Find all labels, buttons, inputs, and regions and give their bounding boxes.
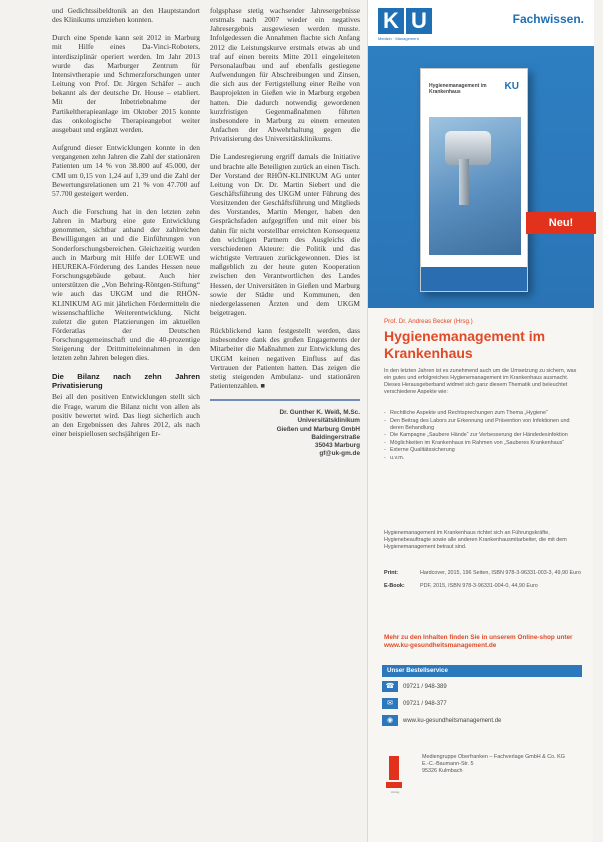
author-signature bbox=[210, 399, 360, 458]
article-column-1 bbox=[52, 6, 200, 447]
phone-number: 09721 / 948-389 bbox=[403, 683, 447, 690]
article-paragraph: Die Landesregierung ergriff damals die Initiative und brachte alle Beteiligten zurück an einen Tisch. Der Vorstand der RHÖN-KLINIKUM AG unter Leitung von Dr. Dr. Martin Siebert und die Geschäftsführung des UKGM unter Führung des Vorsitzenden der Geschäftsführung und Mitglieds des Vorstandes, Martin Menger, haben den Gesprächsfaden aufgegriffen und mit einer bis dahin für nicht vorstellbar erreichten Konsequenz den wichtigen Partnern des Ausgleichs die verschiedenen Akteure: die Politik und das wichtigste Vertrauen zurückgewonnen. Dies ist maßgeblich zu der heute guten Kooperation zwischen den Verantwortlichen des Landes Hessen, der Universitäten in Gießen und Marburg sowie der Städte und Kommunen, den niedergelassenen Ärzten und dem UKGM beigetragen. bbox=[210, 152, 360, 317]
book-editor: Prof. Dr. Andreas Becker (Hrsg.) bbox=[384, 318, 473, 325]
book-advertisement bbox=[367, 0, 593, 842]
phone-icon: ☎ bbox=[382, 681, 398, 692]
article-paragraph: und Gedichtssibeldtonik an den Hauptstandort des Klinikums umziehen konnten. bbox=[52, 6, 200, 25]
author-city: 35043 Marburg bbox=[314, 442, 360, 450]
article-paragraph: Durch eine Spende kann seit 2012 in Marburg mit Hilfe eines Da-Vinci-Roboters, interdisziplinär operiert werden. Im Jahr 2013 wurde das Marburger Zentrum für Intensivtherapie und Schmerzforschungen unter Leitung von Prof. Dr. Jürgen Schäfer – auch bekannt als der deutsche Dr. House – etabliert. Mit der Inbetriebnahme der Partikeltherapieanlage im Oktober 2015 konnte das onkologische Therapieangebot weiter ausgebaut und ergänzt werden. bbox=[52, 33, 200, 134]
order-web[interactable] bbox=[382, 714, 582, 727]
list-item: - Den Beitrag des Labors zur Erkennung und Prävention von Infektionen und deren Behandlung bbox=[384, 418, 584, 432]
spec-label: E-Book: bbox=[384, 583, 405, 589]
list-item: - Externe Qualitätssicherung bbox=[384, 447, 584, 454]
book-title: Hygienemanagement im Krankenhaus bbox=[384, 328, 546, 361]
ku-logo-u: U bbox=[406, 8, 432, 34]
order-phone[interactable] bbox=[382, 680, 582, 693]
spec-print bbox=[384, 570, 584, 577]
book-specs bbox=[384, 570, 584, 596]
article-paragraph: Auch die Forschung hat in den letzten zehn Jahren in Marburg eine gute Entwicklung genommen, sichtbar anhand der zahlreichen Bewilligungen an und die Einführungen von Sonderforschungsbereichen. Gleichzeitig wurden auch in Marburg mit Hilfe der LOEWE und HEUREKA-Förderung des Landes Hessen neue Forschungsgebäude gebaut. Auch hier unterstützen die „Von Behring-Röntgen-Stiftung“ wie auch das UKGM und die RHÖN-KLINIKUM AG mit jährlichen Fördermitteln die wissenschaftliche Weiterentwicklung. Nicht zuletzt die guten Platzierungen im aktuellen Förderatlas der Deutschen Forschungsgemeinschaft und die 40-prozentige Steigerung der Drittmitteleinnahmen in den letzten zehn Jahren belegen dies. bbox=[52, 206, 200, 363]
publisher-block bbox=[382, 752, 582, 812]
article-paragraph: Aufgrund dieser Entwicklungen konnte in den vergangenen zehn Jahren die Zahl der stationären Patienten um 14 % von 38.800 auf 45.000, der CMI um 0,15 von 1,24 auf 1,39 und die Zahl der Bewertungsrelationen um 21 % von 47.700 auf 57.700 gesteigert werden. bbox=[52, 143, 200, 198]
list-item: - Möglichkeiten im Krankenhaus im Rahmen von „Sauberes Krankenhaus“ bbox=[384, 440, 584, 447]
online-shop-link[interactable]: Mehr zu den Inhalten finden Sie in unserem Online-shop unter www.ku-gesundheitsmanagement.de bbox=[384, 634, 573, 649]
order-fax[interactable] bbox=[382, 697, 582, 710]
website-url: www.ku-gesundheitsmanagement.de bbox=[403, 717, 502, 724]
order-service-heading: Unser Bestellservice bbox=[382, 665, 582, 677]
book-topics-list bbox=[384, 410, 584, 462]
ku-logo-k: K bbox=[378, 8, 404, 34]
list-item: - Rechtliche Aspekte und Rechtsprechungen zum Thema „Hygiene“ bbox=[384, 410, 584, 417]
publisher-logo-base bbox=[386, 782, 402, 788]
fax-icon: ✉ bbox=[382, 698, 398, 709]
author-affiliation: Gießen und Marburg GmbH bbox=[276, 425, 360, 433]
book-cover-bar bbox=[421, 267, 527, 291]
publisher-address: Mediengruppe Oberfranken – Fachverlage GmbH & Co. KG E.-C.-Baumann-Str. 5 95326 Kulmbach bbox=[422, 754, 565, 774]
list-item: - Die Kampagne „Saubere Hände“ zur Verbesserung der Händedesinfektion bbox=[384, 432, 584, 439]
publisher-logo-mark bbox=[389, 756, 399, 780]
article-paragraph: folgsphase stetig wachsender Jahresergebnisse erstmals nach 2007 wieder ein negatives Jahresergebnis ausgewiesen werden musste. Infolgedessen die Annahmen flachte sich Anfang 2012 die Leistungskurve erstmals etwas ab und traf auf einen bereits Mitte 2011 eingeleiteten Personalaufbau und auf ebenfalls gestiegene Aufwendungen für Abschreibungen und Zinsen, die sich aus der Fertigstellung einer Reihe von Bauprojekten in Gießen wie in Marburg ergeben hatten. Die dadurch notwendig gewordenen kurzfristigen Gegenmaßnahmen führten insbesondere in Marburg zu einem erneuten Anfachen der Abwehrhaltung gegen die Privatisierung des Universitätsklinikums. bbox=[210, 6, 360, 144]
book-audience: Hygienemanagement im Krankenhaus richtet sich an Führungskräfte, Hygienebeauftragte sowie alle anderen Krankenhausmitarbeiter, die mit dem Hygienemanagement betraut sind. bbox=[384, 530, 567, 550]
book-description: In den letzten Jahren ist es zunehmend auch um die Umsetzung zu sichern, was ein gutes und erfolgreiches Hygienemanagement im Krankenhaus ausmacht. Dieses Herausgeberband widmet sich ganz diesem Thematik und beleuchtet verschiedene Aspekte wie: bbox=[384, 368, 577, 395]
spec-label: Print: bbox=[384, 570, 399, 576]
author-affiliation: Universitätsklinikum bbox=[297, 417, 360, 425]
author-street: Baldingerstraße bbox=[311, 433, 360, 441]
article-paragraph: Rückblickend kann festgestellt werden, dass insbesondere dank des großen Engagements der Mitarbeiter die Maßnahmen zur Entwicklung des UKGM keinen negativen Einfluss auf das Vertrauen der Patienten hatten. Das zeigen die stetig steigenden Ambulanz- und stationären Patientenzahlen. ■ bbox=[210, 326, 360, 391]
fax-number: 09721 / 948-377 bbox=[403, 700, 447, 707]
new-badge: Neu! bbox=[526, 212, 596, 234]
article-column-2 bbox=[210, 6, 360, 458]
faucet-spout-icon bbox=[459, 159, 469, 205]
spec-ebook bbox=[384, 583, 584, 590]
publisher-logo bbox=[382, 756, 408, 800]
book-cover-image bbox=[420, 68, 528, 292]
publisher-logo-tag: Verlag bbox=[390, 790, 400, 794]
article-paragraph: Bei all den positiven Entwicklungen stellt sich die Frage, warum die Bilanz nicht von allen als positiv bewertet wird. Das liegt sicherlich auch an den Ergebnissen des Jahres 2012, als nach einer beispiellosen sechsjährigen Er- bbox=[52, 392, 200, 439]
book-cover-title: Hygienemanagement im Krankenhaus bbox=[429, 83, 487, 95]
globe-icon: ◉ bbox=[382, 715, 398, 726]
fachwissen-label: Fachwissen. bbox=[512, 12, 584, 26]
ku-logo bbox=[378, 8, 436, 42]
ad-header bbox=[368, 0, 594, 46]
author-email[interactable]: gf@uk-gm.de bbox=[319, 450, 360, 458]
ku-logo-tagline: Medizin · Management bbox=[378, 36, 419, 41]
section-heading: Die Bilanz nach zehn Jahren Privatisierung bbox=[52, 371, 200, 391]
list-item: - u.v.m. bbox=[384, 455, 584, 462]
spec-value: PDF, 2015, ISBN 978-3-96331-004-0, 44,90 Euro bbox=[420, 583, 538, 589]
author-name: Dr. Gunther K. Weiß, M.Sc. bbox=[279, 409, 360, 417]
book-cover-logo: KU bbox=[504, 81, 519, 92]
spec-value: Hardcover, 2015, 196 Seiten, ISBN 978-3-96331-003-3, 49,90 Euro bbox=[420, 570, 581, 576]
